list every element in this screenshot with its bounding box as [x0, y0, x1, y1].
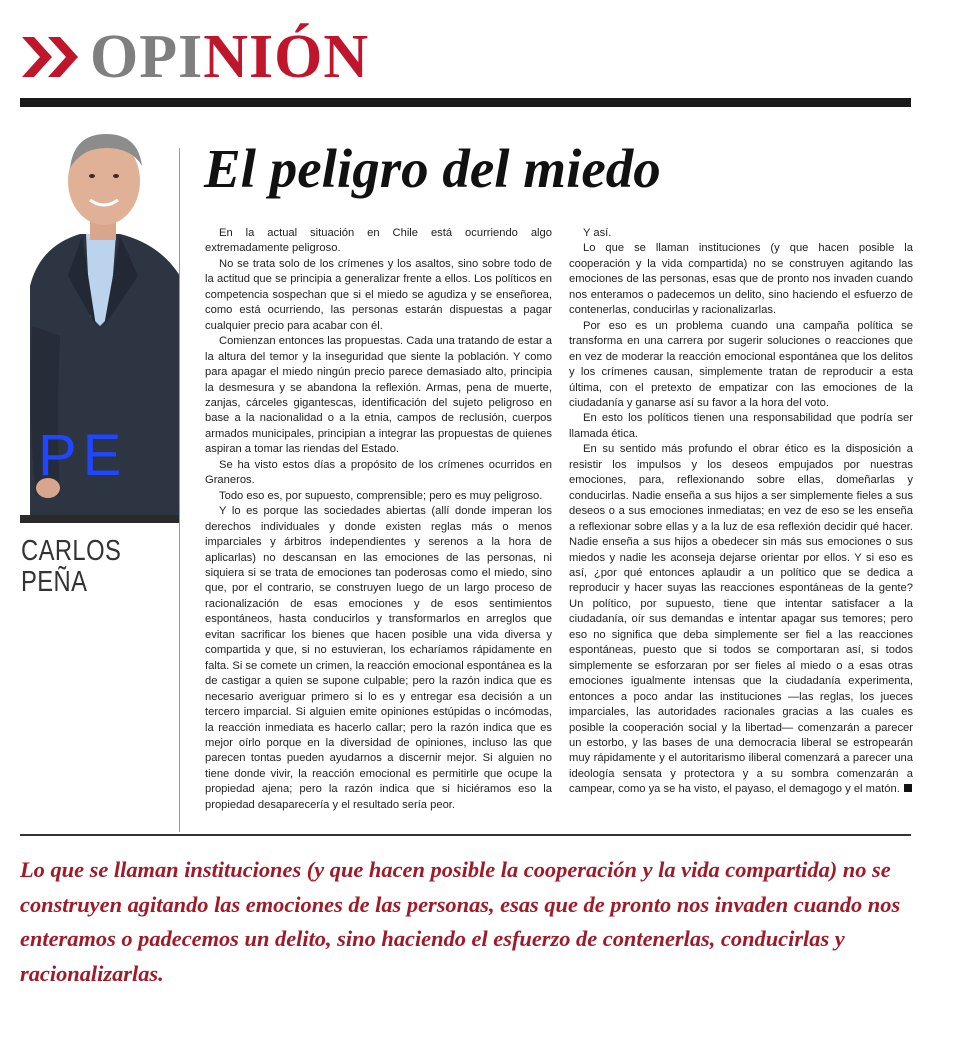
pull-quote: Lo que se llaman instituciones (y que hacen posible la cooperación y la vida compartida) no se construyen agitando las emociones de las personas, esas que de pronto nos invaden cuando nos enteramos o padecemos un delito, sino haciendo el esfuerzo de contenerlas, conducirlas y racionalizarlas. — [20, 857, 901, 986]
end-mark-icon — [904, 784, 912, 792]
paragraph: En esto los políticos tienen una responsabilidad que podría ser llamada ética. — [569, 412, 913, 440]
paragraph: Y lo es porque las sociedades abiertas (allí donde imperan los derechos individuales y donde existen reglas más o menos imparciales y árbitros independientes y serenos a la hora de aplicarlas) no descansan en las emociones de las personas, ni siquiera si se trata de emociones tan poderosas como el miedo, sino que, por el contrario, se construyen luego de un largo proceso de racionalización de esas emociones y de esos sentimientos espontáneos, hasta conducirlos y transformarlos en arreglos que evitan sacrificar los bienes que hacen posible una vida diversa y compartida y que, si no estuvieran, los echaríamos rápidamente en falta. Si se comete un crimen, la reacción emocional espontánea es la de castigar a quien se supone culpable; pero la razón indica que es necesario averiguar primero si lo es y entregar esa decisión a un tercero imparcial. Si alguien emite opiniones estúpidas o incómodas, la reacción inmediata es hacerlo callar; pero la razón indica que es mejor oírlo porque en la diversidad de opiniones, incluso las que parecen tontas pueden ayudarnos a discernir mejor. Si alguien no tiene donde vivir, la reacción emocional es permitirle que ocupe la propiedad ajena; pero la razón indica que si hiciéramos eso la propiedad desaparecería y el resultado sería peor. — [205, 505, 553, 811]
photo-overlay-text: PE — [38, 423, 128, 488]
author-first-name: CARLOS — [21, 535, 122, 567]
author-name — [21, 536, 121, 598]
paragraph: Y así. — [583, 227, 612, 239]
paragraph: No se trata solo de los crímenes y los asaltos, sino sobre todo de la actitud que se principia a generalizar frente a ellos. Los políticos en competencia sospechan que si el miedo se agudiza y se enseñorea, como está ocurriendo, las personas estarán dispuestas a pagar cualquier precio para acabar con él. — [205, 257, 552, 332]
bottom-rule — [20, 834, 911, 836]
paragraph: Lo que se llaman instituciones (y que hacen posible la cooperación y la vida compartida) no se construyen agitando las emociones de las personas, esas que de pronto nos invaden cuando nos enteramos o padecemos un delito, sino haciendo el esfuerzo de contenerlas, conducirlas y racionalizarlas. — [569, 242, 913, 317]
paragraph: Comienzan entonces las propuestas. Cada una tratando de estar a la altura del temor y la inseguridad que siente la población. Y como para apagar el miedo ningún precio parece demasiado alto, principia la desmesura y se abandona la reflexión. Armas, pena de muerte, zanjas, cárceles gigantescas, identificación del sujeto peligroso en base a la nacionalidad o a la etnia, campos de reclusión, cuerpos armados municipales, principian a integrar las propuestas de quienes aspiran a tomar las riendas del Estado. — [205, 335, 552, 456]
paragraph: En la actual situación en Chile está ocurriendo algo extremadamente peligroso. — [205, 227, 552, 255]
paragraph-last — [569, 442, 913, 797]
section-header — [20, 22, 369, 92]
column-divider — [179, 148, 180, 832]
double-chevron-right-icon — [20, 27, 84, 87]
article-column-2 — [569, 226, 913, 798]
paragraph-text: En su sentido más profundo el obrar ético es la disposición a resistir los impulsos y los deseos empujados por nuestras emociones, para, reflexionando sobre ellas, domeñarlas y conducirlas. Nadie enseña a sus hijos a ser simplemente fieles a sus deseos o a sus emociones inmediatas; en vez de eso se les enseña a reflexionar sobre ellas y a la luz de esa reflexión decidir qué hacer. Nadie enseña a sus hijos a obedecer sin más sus emociones o sus miedos y nadie les aconseja dejarse orientar por ellos. Y si eso es así, ¿por qué entonces aplaudir a un político que se dedica a reproducir y hacer suyas las reacciones espontáneas de la gente? Un político, por supuesto, tiene que intentar satisfacer a la ciudadanía, oír sus demandas e intentar apagar sus temores; pero eso no significa que deba simplemente ser fiel a las reacciones espontáneas, puesto que si todos se comportaran así, si todos simplemente se esforzaran por ser fieles al miedo o a esas otras emociones igualmente intensas que la ciudadanía experimenta, entonces a poco andar las instituciones —las reglas, los jueces imparciales, las autoridades racionales gracias a las cuales es posible la cooperación social y la libertad— comenzarán a parecer un estorbo, y las bases de una democracia liberal se estropearán muy rápidamente y el autoritarismo iliberal comenzará a parecer una ideología sensata y protectora y a su sombra comenzarán a campear, como ya se ha visto, el payaso, el demagogo y el matón. — [569, 443, 913, 796]
paragraph: Se ha visto estos días a propósito de los crímenes ocurridos en Graneros. — [205, 458, 552, 487]
section-title: OPINIÓN — [90, 23, 370, 91]
article-title: El peligro del miedo — [204, 138, 661, 199]
paragraph: Todo eso es, por supuesto, comprensible; pero es muy peligroso. — [219, 489, 543, 502]
photo-bar — [20, 515, 180, 523]
article-column-1 — [205, 226, 552, 813]
author-last-name: PEÑA — [21, 566, 88, 598]
header-rule — [20, 98, 911, 107]
author-photo — [20, 126, 180, 518]
paragraph: Por eso es un problema cuando una campaña política se transforma en una carrera por sugerir soluciones o reacciones que en vez de moderar la reacción emocional espontánea que los delitos y los crímenes causan, simplemente tratan de reproducir a esta última, con el pretexto de empatizar con las emociones de la ciudadanía y ganarse así su favor a la hora del voto. — [569, 319, 913, 409]
